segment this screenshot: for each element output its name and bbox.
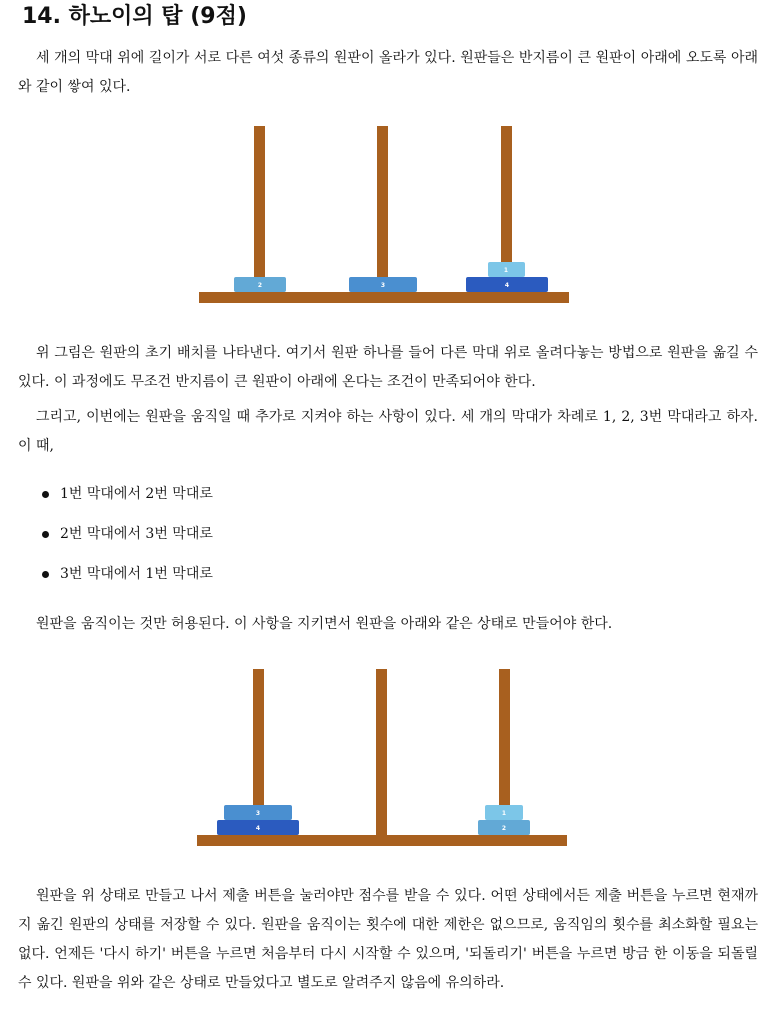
base-board [199, 292, 569, 303]
move-description-paragraph: 위 그림은 원판의 초기 배치를 나타낸다. 여기서 원판 하나를 들어 다른 막대 위로 올려다놓는 방법으로 원판을 옮길 수 있다. 이 과정에도 무조건 반지름이 큰 원판이 아래에 온다는 조건이 만족되어야 한다. [18, 345, 758, 390]
base-board [197, 835, 567, 846]
initial-state-figure [197, 124, 571, 306]
peg-2 [377, 126, 388, 296]
disk-2-label: 2 [257, 282, 263, 289]
disk-4-label: 4 [504, 282, 510, 289]
allowed-move-item: 1번 막대에서 2번 막대로 [40, 482, 213, 522]
submission-paragraph: 원판을 위 상태로 만들고 나서 제출 버튼을 눌러야만 점수를 받을 수 있다. 어떤 상태에서든 제출 버튼을 누르면 현재까지 옮긴 원판의 상태를 저장할 수 있다. 원판을 움직이는 횟수에 대한 제한은 없으므로, 움직임의 횟수를 최소화할 필요는 없다. 언제든 '다시 하기' 버튼을 누르면 처음부터 다시 시작할 수 있으며, '되돌리기' 버튼을 누르면 방금 한 이동을 되돌릴 수 있다. 원판을 위와 같은 상태로 만들었다고 별도로 알려주지 않음에 유의하라. [18, 888, 758, 991]
disk-1-label: 1 [503, 267, 509, 274]
peg-2 [376, 669, 387, 839]
disk-2-label: 2 [501, 825, 507, 832]
extra-rule-paragraph: 그리고, 이번에는 원판을 움직일 때 추가로 지켜야 하는 사항이 있다. 세 개의 막대가 차례로 1, 2, 3번 막대라고 하자. 이 때, [18, 409, 758, 454]
target-state-figure [195, 667, 569, 849]
allowed-moves-list [40, 482, 213, 602]
disk-4-label: 4 [255, 825, 261, 832]
peg-1 [254, 126, 265, 296]
allowed-move-item: 2번 막대에서 3번 막대로 [40, 522, 213, 562]
problem-title: 14. 하노이의 탑 (9점) [22, 4, 247, 29]
disk-3-label: 3 [255, 810, 261, 817]
allowed-move-item: 3번 막대에서 1번 막대로 [40, 562, 213, 602]
goal-paragraph: 원판을 움직이는 것만 허용된다. 이 사항을 지키면서 원판을 아래와 같은 상태로 만들어야 한다. [36, 616, 613, 632]
intro-paragraph: 세 개의 막대 위에 길이가 서로 다른 여섯 종류의 원판이 올라가 있다. 원판들은 반지름이 큰 원판이 아래에 오도록 아래와 같이 쌓여 있다. [18, 50, 758, 95]
disk-1-label: 1 [501, 810, 507, 817]
disk-3-label: 3 [380, 282, 386, 289]
